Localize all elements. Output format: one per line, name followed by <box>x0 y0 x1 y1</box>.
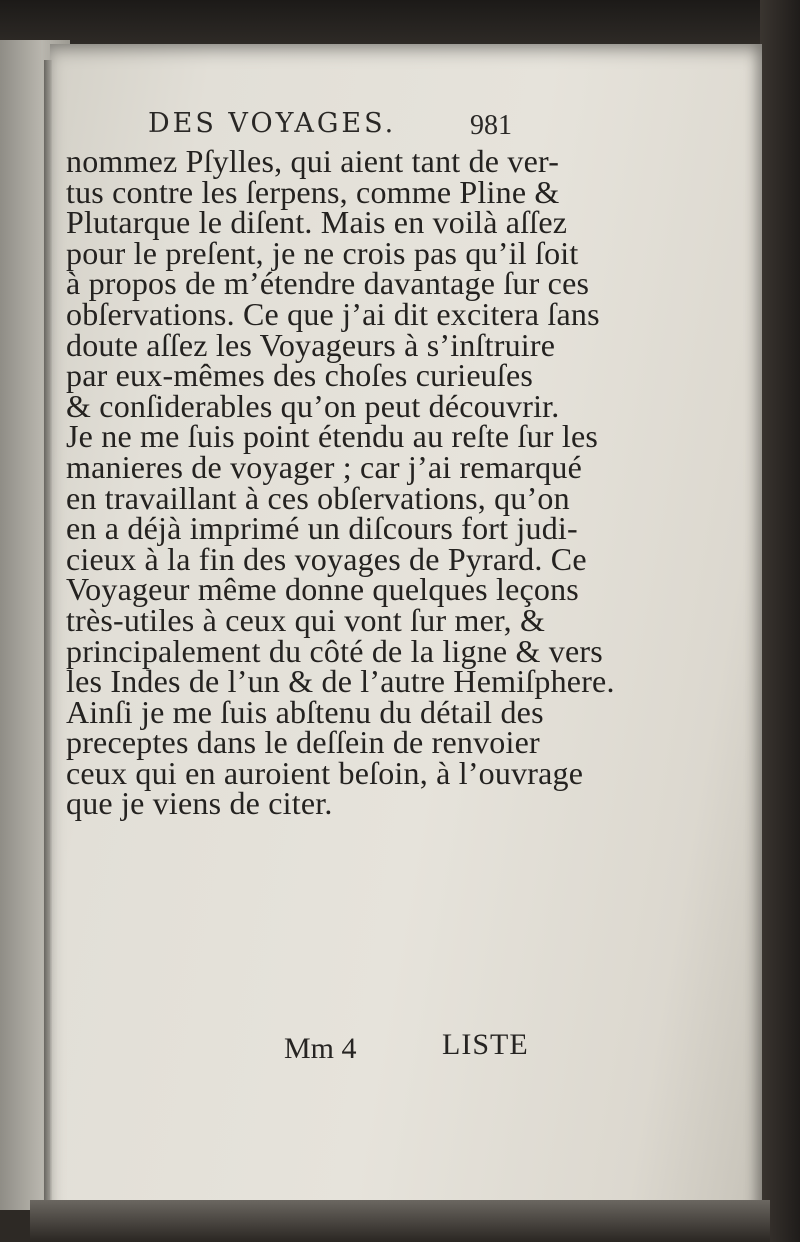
text-line: pour le preſent, je ne crois pas qu’il ſoit <box>66 234 579 271</box>
text-line: ceux qui en auroient beſoin, à l’ouvrage <box>66 754 584 791</box>
body-text <box>66 143 615 822</box>
text-line: Voyageur même donne quelques leçons <box>66 571 579 608</box>
text-line: cieux à la fin des voyages de Pyrard. Ce <box>66 540 587 577</box>
page-bottom-shadow <box>30 1200 770 1242</box>
text-line: preceptes dans le deſſein de renvoier <box>66 724 540 761</box>
text-line: Ainſi je me ſuis abſtenu du détail des <box>66 693 544 730</box>
binding-gutter <box>44 60 52 1210</box>
text-line: & conſiderables qu’on peut découvrir. <box>66 387 560 424</box>
text-line: manieres de voyager ; car j’ai remarqué <box>66 448 582 485</box>
text-line: que je viens de citer. <box>66 785 333 822</box>
signature-mark: Mm 4 <box>284 1032 357 1065</box>
text-line: Je ne me ſuis point étendu au reſte ſur les <box>66 418 599 455</box>
text-line: les Indes de l’un & de l’autre Hemiſphere. <box>66 663 615 700</box>
page-number: 981 <box>470 110 512 141</box>
text-line: tus contre les ſerpens, comme Pline & <box>66 173 560 210</box>
text-line: Plutarque le diſent. Mais en voilà aſſez <box>66 204 568 241</box>
text-line: par eux-mêmes des choſes curieuſes <box>66 357 534 394</box>
catchword: LISTE <box>442 1028 529 1061</box>
text-line: principalement du côté de la ligne & vers <box>66 632 603 669</box>
text-line: nommez Pſylles, qui aient tant de ver- <box>66 143 560 179</box>
backdrop-right <box>760 0 800 1242</box>
text-line: très-utiles à ceux qui vont ſur mer, & <box>66 601 546 638</box>
text-line: obſervations. Ce que j’ai dit excitera ſans <box>66 295 600 332</box>
text-line: doute aſſez les Voyageurs à s’inſtruire <box>66 326 556 363</box>
running-head: DES VOYAGES. <box>148 108 397 139</box>
text-line: en travaillant à ces obſervations, qu’on <box>66 479 570 516</box>
backdrop-top <box>0 0 800 48</box>
text-line: à propos de m’étendre davantage ſur ces <box>66 265 590 302</box>
text-line: en a déjà imprimé un diſcours fort judi- <box>66 510 578 547</box>
